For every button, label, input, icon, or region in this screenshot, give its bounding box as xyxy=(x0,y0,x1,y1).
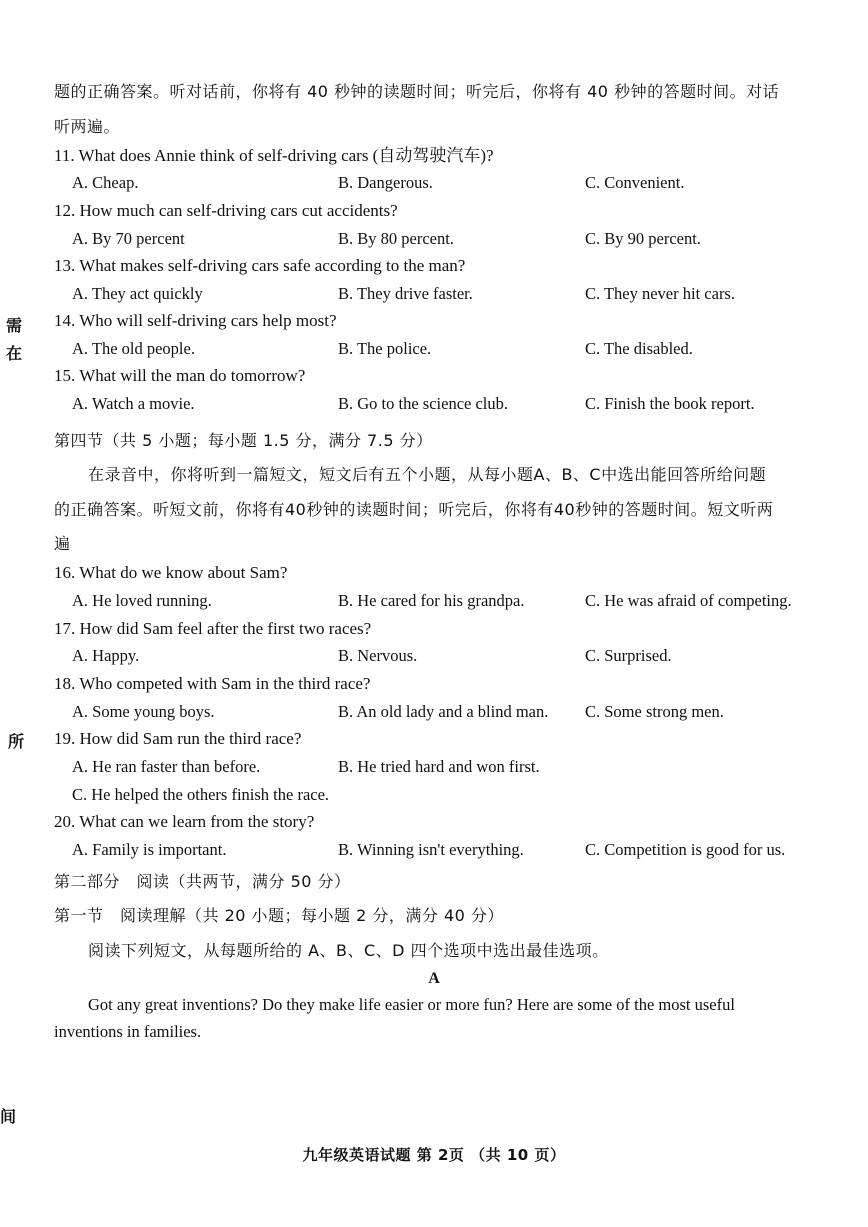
question-12-stem: 12. How much can self-driving cars cut accidents? xyxy=(54,201,398,220)
q18-option-b: B. An old lady and a blind man. xyxy=(338,702,549,721)
q14-option-c: C. The disabled. xyxy=(585,339,693,358)
passage-line: inventions in families. xyxy=(54,1022,202,1041)
intro-line: 题的正确答案。听对话前，你将有 40 秒钟的读题时间；听完后，你将有 40 秒钟的答题时间。对话 xyxy=(54,82,780,101)
intro-line: 听两遍。 xyxy=(54,117,121,136)
question-11-stem: 11. What does Annie think of self-driving cars (自动驾驶汽车)? xyxy=(54,146,494,165)
part-2-section-1-title: 第一节 阅读理解（共 20 小题；每小题 2 分，满分 40 分） xyxy=(54,906,504,925)
q11-option-b: B. Dangerous. xyxy=(338,173,433,192)
q18-option-c: C. Some strong men. xyxy=(585,702,724,721)
q12-option-a: A. By 70 percent xyxy=(72,229,185,248)
section-4-title: 第四节（共 5 小题；每小题 1.5 分，满分 7.5 分） xyxy=(54,431,433,450)
question-18-stem: 18. Who competed with Sam in the third race? xyxy=(54,674,371,693)
question-14-stem: 14. Who will self-driving cars help most? xyxy=(54,311,337,330)
q15-option-a: A. Watch a movie. xyxy=(72,394,195,413)
q12-option-c: C. By 90 percent. xyxy=(585,229,701,248)
question-17-stem: 17. How did Sam feel after the first two races? xyxy=(54,619,372,638)
q16-option-c: C. He was afraid of competing. xyxy=(585,591,792,610)
question-15-stem: 15. What will the man do tomorrow? xyxy=(54,366,306,385)
q13-option-c: C. They never hit cars. xyxy=(585,284,735,303)
question-13-stem: 13. What makes self-driving cars safe according to the man? xyxy=(54,256,466,275)
q20-option-a: A. Family is important. xyxy=(72,840,227,859)
q15-option-b: B. Go to the science club. xyxy=(338,394,508,413)
question-20-stem: 20. What can we learn from the story? xyxy=(54,812,315,831)
q16-option-b: B. He cared for his grandpa. xyxy=(338,591,525,610)
q15-option-c: C. Finish the book report. xyxy=(585,394,755,413)
part-2-instruction: 阅读下列短文，从每题所给的 A、B、C、D 四个选项中选出最佳选项。 xyxy=(88,941,609,960)
q17-option-c: C. Surprised. xyxy=(585,646,672,665)
q19-option-a: A. He ran faster than before. xyxy=(72,757,261,776)
margin-mark: 间 xyxy=(0,1107,17,1126)
section-4-instruction: 遍 xyxy=(54,534,71,553)
q13-option-b: B. They drive faster. xyxy=(338,284,473,303)
q20-option-b: B. Winning isn't everything. xyxy=(338,840,524,859)
section-4-instruction: 在录音中，你将听到一篇短文，短文后有五个小题，从每小题A、B、C中选出能回答所给问题 xyxy=(88,465,767,484)
question-16-stem: 16. What do we know about Sam? xyxy=(54,563,288,582)
q13-option-a: A. They act quickly xyxy=(72,284,203,303)
passage-label: A xyxy=(428,970,440,987)
margin-mark: 所 xyxy=(8,732,25,751)
q14-option-a: A. The old people. xyxy=(72,339,195,358)
page-footer: 九年级英语试题 第 2页 （共 10 页） xyxy=(302,1146,566,1164)
q17-option-a: A. Happy. xyxy=(72,646,140,665)
q17-option-b: B. Nervous. xyxy=(338,646,418,665)
q12-option-b: B. By 80 percent. xyxy=(338,229,454,248)
section-4-instruction: 的正确答案。听短文前，你将有40秒钟的读题时间；听完后，你将有40秒钟的答题时间。短文听两 xyxy=(54,500,774,519)
q14-option-b: B. The police. xyxy=(338,339,432,358)
question-19-stem: 19. How did Sam run the third race? xyxy=(54,729,302,748)
q18-option-a: A. Some young boys. xyxy=(72,702,215,721)
margin-mark: 需 xyxy=(6,316,23,335)
q16-option-a: A. He loved running. xyxy=(72,591,212,610)
q20-option-c: C. Competition is good for us. xyxy=(585,840,786,859)
q11-option-c: C. Convenient. xyxy=(585,173,685,192)
q19-option-c: C. He helped the others finish the race. xyxy=(72,785,330,804)
q19-option-b: B. He tried hard and won first. xyxy=(338,757,540,776)
passage-line: Got any great inventions? Do they make life easier or more fun? Here are some of the most useful xyxy=(88,995,735,1014)
part-2-title: 第二部分 阅读（共两节，满分 50 分） xyxy=(54,872,351,891)
margin-mark: 在 xyxy=(6,344,23,363)
q11-option-a: A. Cheap. xyxy=(72,173,139,192)
